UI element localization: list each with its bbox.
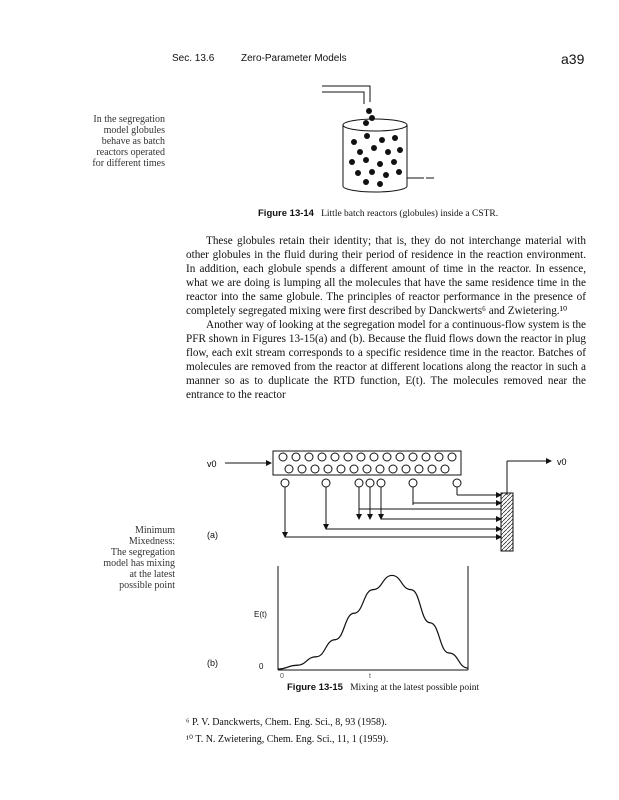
e-curve-point	[315, 656, 316, 657]
inlet-label: v0	[207, 459, 217, 469]
running-title: Zero-Parameter Models	[241, 53, 347, 64]
margin-note-segregation	[60, 114, 165, 169]
margin-note-minimum-mixedness	[60, 525, 175, 591]
part-a-label: (a)	[207, 530, 218, 540]
e-curve-point	[296, 665, 297, 666]
margin-note-line: possible point	[119, 580, 175, 591]
e-curve-point	[429, 622, 430, 623]
figure-13-15-label: Figure 13-15	[287, 682, 343, 693]
margin-note-line: for different times	[92, 158, 165, 169]
margin-note-line: Minimum	[134, 525, 175, 536]
cstr-globules-figure	[300, 80, 450, 200]
footnote-10: ¹⁰ T. N. Zwietering, Chem. Eng. Sci., 11, 1 (1959).	[186, 734, 389, 745]
figure-13-14-caption	[258, 208, 498, 219]
e-curve-chart	[240, 560, 480, 682]
margin-note-line: at the latest	[129, 569, 175, 580]
margin-note-line: reactors operated	[96, 147, 165, 158]
e-curve-point	[467, 668, 468, 669]
e-curve-point	[353, 613, 354, 614]
e-curve-point	[448, 652, 449, 653]
e-curve-point	[277, 668, 278, 669]
e-curve-point	[410, 589, 411, 590]
margin-note-line: In the segregation	[93, 114, 165, 125]
y-axis-label: E(t)	[254, 610, 267, 619]
page-number: a39	[561, 51, 585, 67]
figure-13-15-caption	[287, 682, 479, 693]
pfr-side-exits-diagram	[195, 445, 595, 565]
section-number: Sec. 13.6	[172, 53, 215, 64]
x-tick-t: t	[369, 673, 371, 680]
e-curve-point	[334, 639, 335, 640]
e-curve-point	[372, 589, 373, 590]
figure-13-14-label: Figure 13-14	[258, 208, 314, 219]
margin-note-line: The segregation	[110, 547, 175, 558]
origin-label: 0	[259, 662, 264, 671]
e-curve-point	[391, 575, 392, 576]
body-text	[186, 234, 586, 402]
figure-13-15-text: Mixing at the latest possible point	[350, 683, 480, 693]
paragraph: Another way of looking at the segregation model for a continuous-flow system is the PFR shown in Figures 13-15(a) and (b). Because the fluid flows down the reactor in plug flow, each exit stream corresponds to a specific residence time in the reactor. Batches of molecules are removed from the reactor at different locations along the reactor in such a manner so as to duplicate the RTD function, E(t). The molecules removed near the entrance to the reactor	[186, 319, 586, 401]
part-b-label: (b)	[207, 658, 218, 668]
x-tick-0: 0	[280, 673, 284, 680]
margin-note-line: behave as batch	[101, 136, 165, 147]
outlet-label: v0	[557, 457, 567, 467]
margin-note-line: model globules	[103, 125, 165, 136]
margin-note-line: Mixedness:	[128, 536, 175, 547]
margin-note-line: model has mixing	[103, 558, 175, 569]
figure-13-14-text: Little batch reactors (globules) inside a CSTR.	[321, 209, 499, 219]
paragraph: These globules retain their identity; that is, they do not interchange material with other globules in the fluid during their period of residence in the reaction environment. In addition, each globule spends a different amount of time in the reactor. In essence, what we are doing is lumping all the molecules that have the same residence time in the reactor into the same globule. The principles of reactor performance in the presence of completely segregated mixing were first described by Danckwerts⁶ and Zwietering.¹⁰	[186, 235, 586, 317]
footnote-6: ⁶ P. V. Danckwerts, Chem. Eng. Sci., 8, 93 (1958).	[186, 717, 387, 728]
